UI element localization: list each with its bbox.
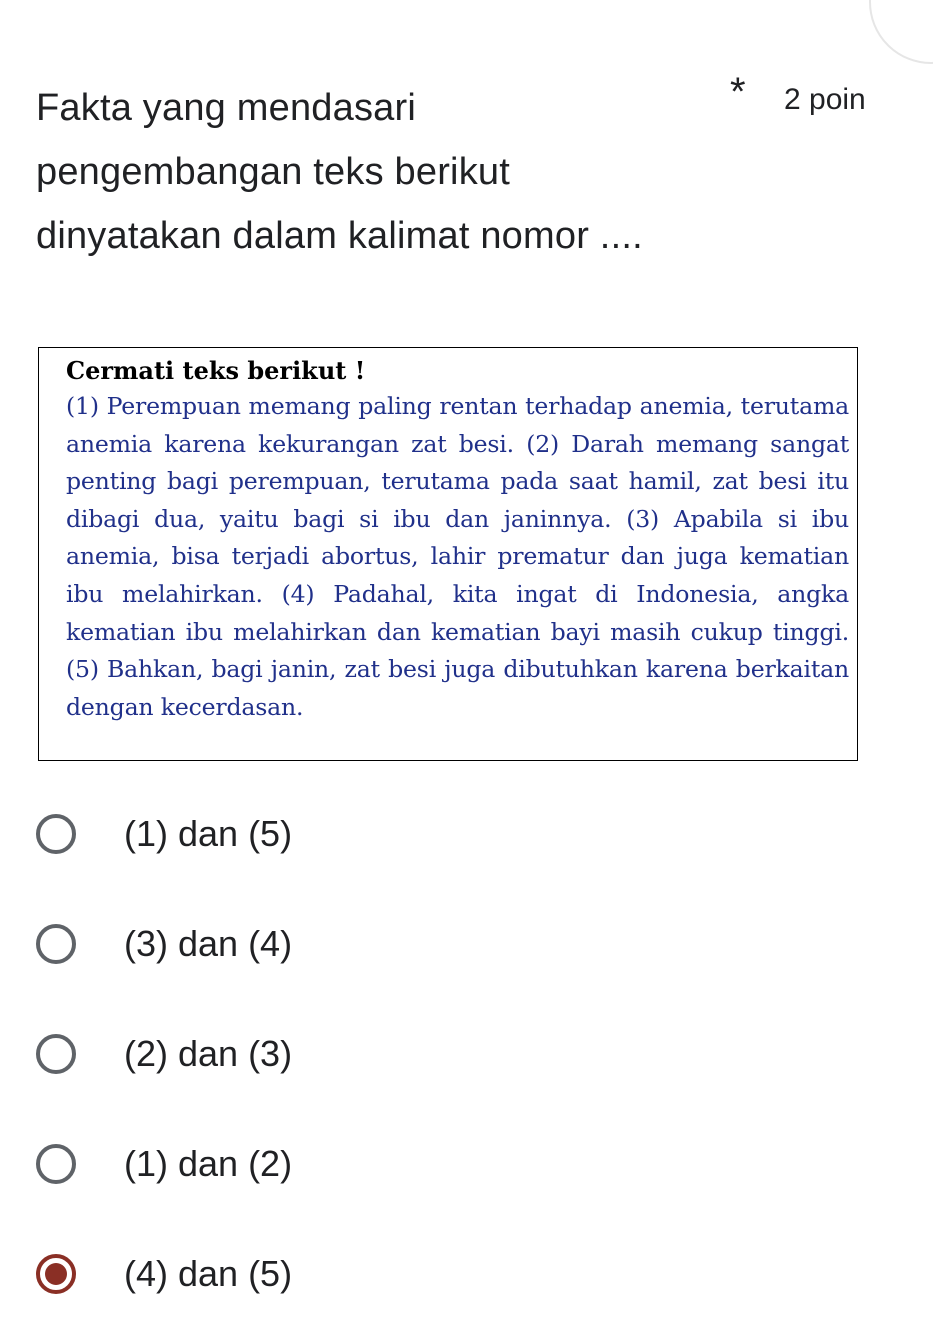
- passage-heading: Cermati teks berikut !: [66, 356, 366, 385]
- option-label[interactable]: (4) dan (5): [124, 1253, 293, 1294]
- radio-button[interactable]: [36, 1144, 76, 1184]
- option-3[interactable]: [36, 1024, 292, 1084]
- radio-selected-dot: [45, 1263, 67, 1285]
- card-corner-decoration: [869, 0, 933, 64]
- passage-body: (1) Perempuan memang paling rentan terhadap anemia, terutama anemia karena kekurangan zat besi. (2) Darah memang sangat penting bagi perempuan, terutama pada saat hamil, zat besi itu dibagi dua, yaitu bagi si ibu dan janinnya. (3) Apabila si ibu anemia, bisa terjadi abortus, lahir prematur dan juga kematian ibu melahirkan. (4) Padahal, kita ingat di Indonesia, angka kematian ibu melahirkan dan kematian bayi masih cukup tinggi. (5) Bahkan, bagi janin, zat besi juga dibutuhkan karena berkaitan dengan kecerdasan.: [66, 392, 849, 721]
- question-title: Fakta yang mendasari pengembangan teks berikut dinyatakan dalam kalimat nomor ....: [36, 87, 643, 257]
- option-label[interactable]: (1) dan (2): [124, 1143, 293, 1184]
- passage-image: [38, 347, 858, 761]
- option-4[interactable]: [36, 1134, 292, 1194]
- radio-button[interactable]: [36, 1034, 76, 1074]
- required-asterisk: *: [730, 70, 746, 114]
- option-label[interactable]: (3) dan (4): [124, 923, 293, 964]
- option-label[interactable]: (1) dan (5): [124, 813, 293, 854]
- points-label: 2 poin: [784, 83, 866, 116]
- option-5[interactable]: [36, 1244, 292, 1304]
- option-label[interactable]: (2) dan (3): [124, 1033, 293, 1074]
- radio-button[interactable]: [36, 814, 76, 854]
- radio-button[interactable]: [36, 924, 76, 964]
- option-2[interactable]: [36, 914, 292, 974]
- radio-button-selected[interactable]: [36, 1254, 76, 1294]
- option-1[interactable]: [36, 804, 292, 864]
